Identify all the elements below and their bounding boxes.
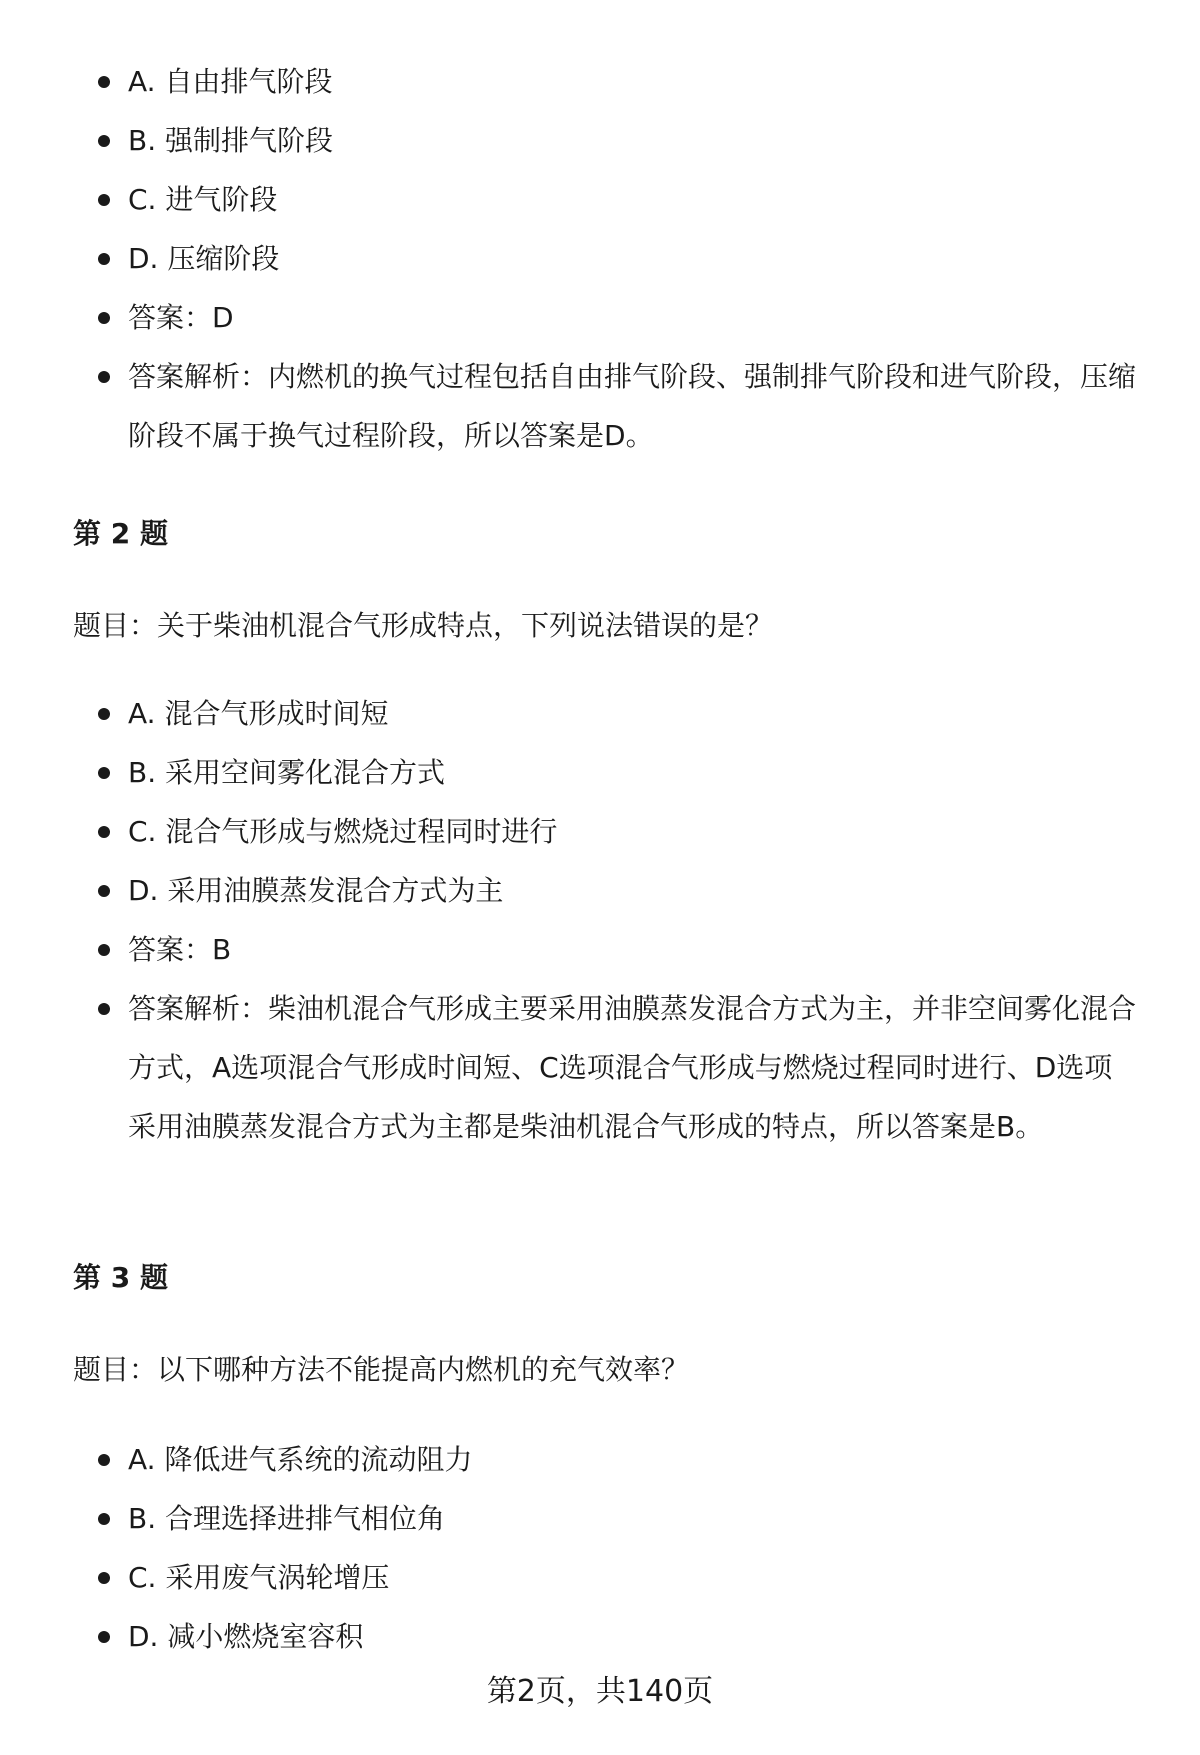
list-item (0, 1430, 1200, 1489)
option-b: B. 合理选择进排气相位角 (128, 1502, 446, 1535)
list-item (0, 920, 1200, 979)
option-c: C. 进气阶段 (128, 183, 278, 216)
list-item (0, 743, 1200, 802)
list-item (0, 979, 1200, 1156)
option-b: B. 强制排气阶段 (128, 124, 334, 157)
list-item (0, 1607, 1200, 1666)
question-3-prompt (0, 1350, 1200, 1390)
option-a: A. 降低进气系统的流动阻力 (128, 1443, 473, 1476)
list-item (0, 170, 1200, 229)
page-number-footer: 第2页，共140页 (486, 1674, 714, 1709)
bullet-icon (98, 767, 110, 779)
analysis-text: 答案解析：内燃机的换气过程包括自由排气阶段、强制排气阶段和进气阶段，压缩阶段不属于换气过程阶段，所以答案是D。 (128, 360, 1137, 452)
question-2-prompt (0, 606, 1200, 646)
bullet-icon (98, 885, 110, 897)
bullet-icon (98, 1572, 110, 1584)
question-3-options (0, 1430, 1200, 1666)
option-d: D. 采用油膜蒸发混合方式为主 (128, 874, 504, 907)
bullet-icon (98, 826, 110, 838)
bullet-icon (98, 1454, 110, 1466)
question-2-title: 第 2 题 (73, 517, 168, 550)
bullet-icon (98, 708, 110, 720)
question-2-options-block (0, 684, 1200, 1156)
list-item (0, 684, 1200, 743)
option-c: C. 采用废气涡轮增压 (128, 1561, 390, 1594)
question-3-options-block (0, 1430, 1200, 1666)
list-item (0, 1548, 1200, 1607)
bullet-icon (98, 944, 110, 956)
analysis-text: 答案解析：柴油机混合气形成主要采用油膜蒸发混合方式为主，并非空间雾化混合方式，A选项混合气形成时间短、C选项混合气形成与燃烧过程同时进行、D选项采用油膜蒸发混合方式为主都是柴油机混合气形成的特点，所以答案是B。 (128, 992, 1137, 1143)
list-item (0, 802, 1200, 861)
list-item (0, 111, 1200, 170)
list-item (0, 288, 1200, 347)
option-a: A. 混合气形成时间短 (128, 697, 389, 730)
bullet-icon (98, 194, 110, 206)
question-3-block (0, 1258, 1200, 1298)
bullet-icon (98, 1631, 110, 1643)
answer-text: 答案：D (128, 301, 234, 334)
bullet-icon (98, 312, 110, 324)
bullet-icon (98, 1003, 110, 1015)
bullet-icon (98, 135, 110, 147)
question-1-block (0, 52, 1200, 465)
question-3-title: 第 3 题 (73, 1261, 168, 1294)
list-item (0, 229, 1200, 288)
list-item (0, 347, 1200, 465)
list-item (0, 861, 1200, 920)
question-2-block (0, 514, 1200, 554)
option-a: A. 自由排气阶段 (128, 65, 333, 98)
question-2-text: 题目：关于柴油机混合气形成特点，下列说法错误的是？ (73, 609, 774, 642)
option-b: B. 采用空间雾化混合方式 (128, 756, 446, 789)
list-item (0, 52, 1200, 111)
question-2-options (0, 684, 1200, 1156)
bullet-icon (98, 76, 110, 88)
bullet-icon (98, 1513, 110, 1525)
question-3-text: 题目：以下哪种方法不能提高内燃机的充气效率？ (73, 1353, 690, 1386)
option-d: D. 减小燃烧室容积 (128, 1620, 364, 1653)
bullet-icon (98, 253, 110, 265)
answer-text: 答案：B (128, 933, 232, 966)
list-item (0, 1489, 1200, 1548)
option-c: C. 混合气形成与燃烧过程同时进行 (128, 815, 558, 848)
option-d: D. 压缩阶段 (128, 242, 280, 275)
bullet-icon (98, 371, 110, 383)
question-1-options (0, 52, 1200, 465)
